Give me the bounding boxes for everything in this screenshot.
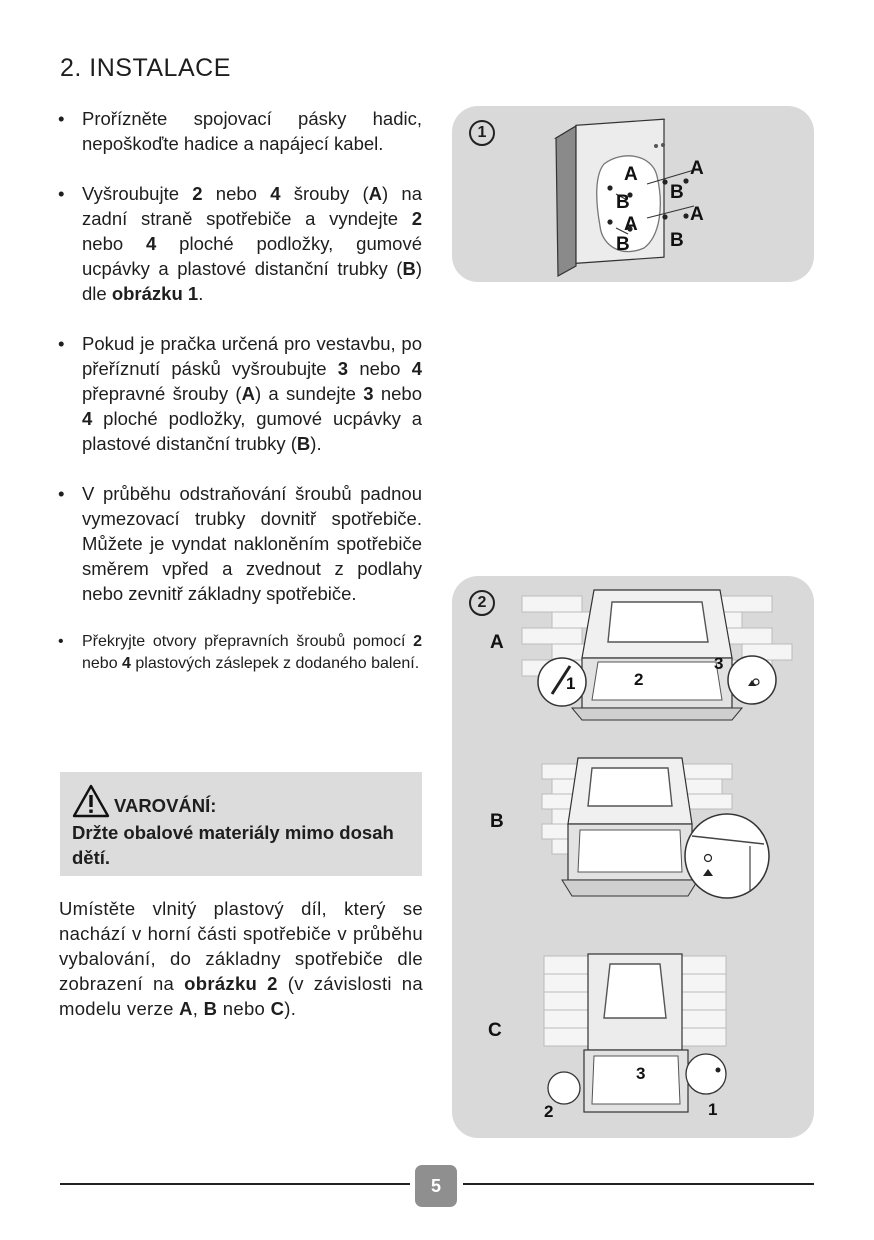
bold-fragment: A	[241, 383, 255, 404]
label-a: A	[690, 204, 704, 225]
bold-fragment: obrázku 2	[184, 973, 278, 994]
callout-2: 2	[544, 1102, 554, 1121]
label-a: A	[624, 164, 638, 185]
warning-header	[72, 784, 216, 818]
bold-fragment: B	[296, 433, 311, 454]
instruction-text	[82, 183, 422, 304]
text-fragment: V průběhu odstraňování šroubů padnou vymezovací trubky dovnitř spotřebiče. Můžete je vyndat nakloněním spotřebiče směrem vpřed a zvednout z podlahy nebo zevnitř základny spotřebiče.	[82, 483, 422, 604]
text-fragment: nebo	[82, 655, 123, 672]
placement-paragraph	[59, 896, 423, 1021]
bold-fragment: 4	[411, 358, 422, 379]
callout-3: 3	[636, 1064, 646, 1083]
text-fragment: nebo	[373, 383, 422, 404]
instruction-item	[58, 181, 422, 306]
bold-fragment: A	[179, 998, 193, 1019]
text-fragment: šrouby (	[280, 183, 369, 204]
placement-text	[59, 898, 423, 1019]
variant-label-c: C	[488, 1020, 502, 1041]
text-fragment: přepravné šrouby (	[82, 383, 242, 404]
text-fragment: (v závislosti na modelu verze	[59, 973, 423, 1019]
bold-fragment: 4	[146, 233, 157, 254]
instruction-text	[82, 633, 422, 672]
bullet-dot: •	[58, 183, 65, 204]
text-fragment: nebo	[348, 358, 412, 379]
text-fragment: ) dle	[82, 258, 422, 304]
warning-title: VAROVÁNÍ:	[114, 795, 217, 816]
label-b: B	[670, 182, 684, 203]
bold-fragment: 4	[122, 655, 131, 672]
instruction-text	[82, 333, 422, 454]
text-fragment: Překryjte otvory přepravních šroubů pomocí	[82, 633, 414, 650]
text-fragment: plastových záslepek z dodaného balení.	[130, 655, 420, 672]
text-fragment: Umístěte vlnitý plastový díl, který se nachází v horní části spotřebiče v průběhu vybalování, do základny spotřebiče dle zobrazení na	[59, 898, 423, 994]
instruction-text	[82, 108, 422, 154]
callout-1: 1	[566, 674, 576, 693]
footer-rule-right	[463, 1183, 814, 1185]
bold-fragment: obrázku 1	[111, 283, 199, 304]
figure-1-panel	[452, 106, 814, 282]
bullet-dot: •	[58, 108, 65, 129]
text-fragment: ).	[284, 998, 297, 1019]
figure-2-number: 2	[469, 590, 495, 616]
bullet-dot: •	[58, 333, 65, 354]
instruction-item	[58, 481, 422, 606]
footer-rule-left	[60, 1183, 410, 1185]
text-fragment: nebo	[202, 183, 271, 204]
bullet-dot: •	[58, 483, 65, 504]
warning-triangle-icon	[72, 784, 110, 818]
bold-fragment: C	[270, 998, 285, 1019]
variant-label-b: B	[490, 811, 504, 832]
figure-2-panel	[452, 576, 814, 1138]
variant-c-illustration	[532, 948, 772, 1116]
variant-label-a: A	[490, 632, 504, 653]
instruction-item	[58, 631, 422, 675]
label-b: B	[616, 192, 630, 213]
washer-back-illustration	[452, 106, 814, 282]
label-a: A	[624, 214, 638, 235]
text-fragment: ) a sundejte	[254, 383, 364, 404]
label-b: B	[616, 234, 630, 255]
instruction-list	[58, 106, 422, 675]
bold-fragment: B	[203, 998, 218, 1019]
callout-3: 3	[714, 654, 724, 673]
variant-b-illustration	[532, 754, 772, 914]
bold-fragment: A	[368, 183, 383, 204]
instruction-item	[58, 106, 422, 156]
variant-a-illustration	[512, 582, 808, 742]
figure-1-number: 1	[469, 120, 495, 146]
label-a: A	[690, 158, 704, 179]
bold-fragment: 2	[192, 183, 203, 204]
bold-fragment: 3	[337, 358, 349, 379]
warning-text: Držte obalové materiály mimo dosah dětí.	[72, 822, 394, 868]
text-fragment: Pokud je pračka určená pro vestavbu, po přeříznutí pásků vyšroubujte	[82, 333, 422, 379]
text-fragment: ,	[192, 998, 204, 1019]
text-fragment: nebo	[217, 998, 271, 1019]
bold-fragment: 4	[270, 183, 281, 204]
callout-1: 1	[708, 1100, 718, 1119]
bold-fragment: 2	[413, 633, 422, 650]
text-fragment: Prořízněte spojovací pásky hadic, nepoškoďte hadice a napájecí kabel.	[82, 108, 422, 154]
text-fragment: .	[198, 283, 204, 304]
text-fragment: nebo	[82, 233, 147, 254]
callout-2: 2	[634, 670, 644, 689]
text-fragment: Vyšroubujte	[82, 183, 193, 204]
text-fragment: ).	[310, 433, 322, 454]
instruction-item	[58, 331, 422, 456]
warning-box	[60, 772, 422, 876]
instruction-text	[82, 483, 422, 604]
text-fragment: ploché podložky, gumové ucpávky a plastové distanční trubky (	[82, 408, 422, 454]
bold-fragment: 2	[411, 208, 422, 229]
bold-fragment: B	[402, 258, 416, 279]
bold-fragment: 3	[363, 383, 374, 404]
text-fragment: ) na zadní straně spotřebiče a vyndejte	[82, 183, 423, 229]
page-number: 5	[415, 1165, 457, 1207]
section-title: 2. INSTALACE	[60, 54, 231, 82]
bold-fragment: 4	[82, 408, 93, 429]
bullet-dot: •	[58, 633, 64, 650]
label-b: B	[670, 230, 684, 251]
text-fragment: ploché podložky, gumové ucpávky a plastové distanční trubky (	[82, 233, 422, 279]
